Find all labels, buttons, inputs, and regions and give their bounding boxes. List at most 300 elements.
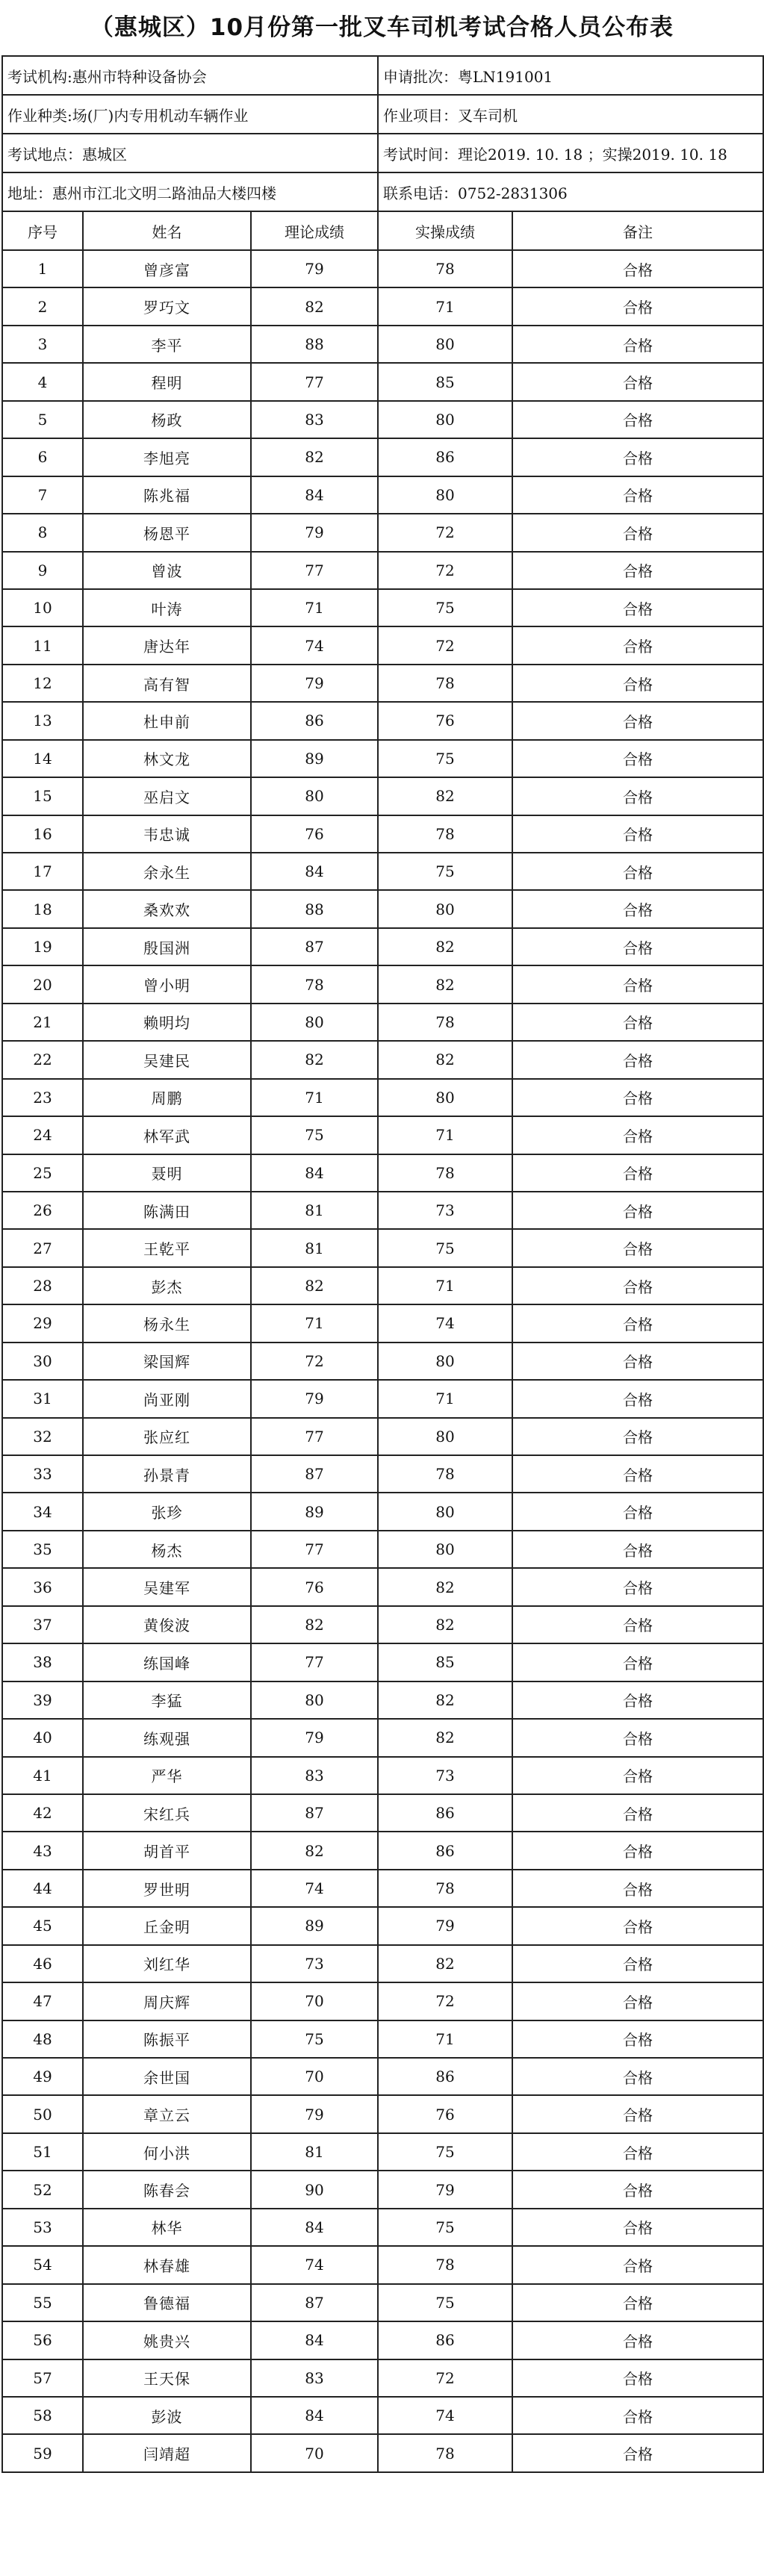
practical-score-cell: 86 [378,2058,512,2095]
theory-score-cell: 89 [251,740,378,777]
row-number-cell: 18 [2,890,83,927]
table-row [2,777,763,815]
practical-score-cell: 82 [378,965,512,1003]
row-number-cell: 13 [2,702,83,739]
theory-score-cell: 84 [251,1154,378,1192]
name-cell: 桑欢欢 [83,890,251,927]
theory-score-cell: 80 [251,1004,378,1041]
table-row [2,1606,763,1643]
row-number-cell: 40 [2,1719,83,1756]
row-number-cell: 49 [2,2058,83,2095]
practical-score-cell: 71 [378,2020,512,2058]
name-cell: 杨政 [83,401,251,438]
practical-score-cell: 80 [378,1418,512,1455]
practical-score-cell: 78 [378,815,512,853]
name-cell: 张珍 [83,1493,251,1530]
name-cell: 彭波 [83,2397,251,2434]
row-number-cell: 25 [2,1154,83,1192]
practical-score-cell: 82 [378,777,512,815]
practical-score-cell: 82 [378,1945,512,1982]
practical-score-cell: 80 [378,1493,512,1530]
remark-cell: 合格 [512,1229,763,1266]
remark-cell: 合格 [512,1982,763,2020]
name-cell: 姚贵兴 [83,2321,251,2359]
remark-cell: 合格 [512,1531,763,1568]
practical-score-cell: 78 [378,2246,512,2283]
table-row [2,1116,763,1154]
row-number-cell: 11 [2,626,83,664]
info-row-category [2,95,763,134]
row-number-cell: 3 [2,326,83,363]
remark-cell: 合格 [512,514,763,551]
name-cell: 刘红华 [83,1945,251,1982]
remark-cell: 合格 [512,1004,763,1041]
remark-cell: 合格 [512,1041,763,1078]
practical-score-cell: 80 [378,1531,512,1568]
table-row [2,740,763,777]
row-number-cell: 35 [2,1531,83,1568]
theory-score-cell: 80 [251,1681,378,1719]
table-row [2,1719,763,1756]
practical-score-cell: 78 [378,1455,512,1493]
theory-score-cell: 77 [251,1418,378,1455]
column-header: 备注 [512,211,763,250]
name-cell: 余永生 [83,853,251,890]
practical-score-cell: 75 [378,2133,512,2171]
table-row [2,363,763,400]
theory-score-cell: 72 [251,1343,378,1380]
theory-score-cell: 77 [251,363,378,400]
name-cell: 曾彦富 [83,250,251,287]
row-number-cell: 37 [2,1606,83,1643]
name-cell: 胡首平 [83,1832,251,1869]
practical-score-cell: 78 [378,250,512,287]
info-row-org [2,56,763,95]
table-row [2,1004,763,1041]
table-row [2,2020,763,2058]
remark-cell: 合格 [512,1493,763,1530]
row-number-cell: 50 [2,2095,83,2132]
remark-cell: 合格 [512,287,763,325]
remark-cell: 合格 [512,1832,763,1869]
row-number-cell: 5 [2,401,83,438]
name-cell: 林军武 [83,1116,251,1154]
name-cell: 鲁德福 [83,2284,251,2321]
location-cell: 考试地点：惠城区 [2,134,378,172]
remark-cell: 合格 [512,626,763,664]
name-cell: 李平 [83,326,251,363]
practical-score-cell: 73 [378,1192,512,1229]
address-cell: 地址：惠州市江北文明二路油品大楼四楼 [2,172,378,211]
remark-cell: 合格 [512,1343,763,1380]
remark-cell: 合格 [512,476,763,514]
remark-cell: 合格 [512,1568,763,1605]
name-cell: 曾小明 [83,965,251,1003]
theory-score-cell: 70 [251,2058,378,2095]
name-cell: 梁国辉 [83,1343,251,1380]
practical-score-cell: 75 [378,853,512,890]
theory-score-cell: 76 [251,1568,378,1605]
practical-score-cell: 74 [378,1304,512,1342]
column-header: 序号 [2,211,83,250]
theory-score-cell: 87 [251,2284,378,2321]
practical-score-cell: 71 [378,1380,512,1417]
name-cell: 练观强 [83,1719,251,1756]
theory-score-cell: 83 [251,401,378,438]
table-row [2,1041,763,1078]
remark-cell: 合格 [512,1794,763,1832]
theory-score-cell: 83 [251,1757,378,1794]
remark-cell: 合格 [512,2171,763,2208]
practical-score-cell: 76 [378,2095,512,2132]
row-number-cell: 8 [2,514,83,551]
practical-score-cell: 74 [378,2397,512,2434]
practical-score-cell: 86 [378,2321,512,2359]
table-row [2,2397,763,2434]
row-number-cell: 36 [2,1568,83,1605]
remark-cell: 合格 [512,1380,763,1417]
table-row [2,287,763,325]
table-row [2,702,763,739]
practical-score-cell: 72 [378,514,512,551]
practical-score-cell: 71 [378,1116,512,1154]
name-cell: 李旭亮 [83,438,251,476]
practical-score-cell: 82 [378,1681,512,1719]
table-row [2,1757,763,1794]
theory-score-cell: 79 [251,665,378,702]
remark-cell: 合格 [512,1757,763,1794]
theory-score-cell: 71 [251,1304,378,1342]
remark-cell: 合格 [512,1945,763,1982]
row-number-cell: 54 [2,2246,83,2283]
row-number-cell: 12 [2,665,83,702]
name-cell: 杨恩平 [83,514,251,551]
theory-score-cell: 87 [251,928,378,965]
remark-cell: 合格 [512,1681,763,1719]
name-cell: 章立云 [83,2095,251,2132]
theory-score-cell: 75 [251,2020,378,2058]
remark-cell: 合格 [512,2321,763,2359]
remark-cell: 合格 [512,890,763,927]
name-cell: 王天保 [83,2359,251,2397]
table-row [2,853,763,890]
row-number-cell: 10 [2,589,83,626]
practical-score-cell: 86 [378,1794,512,1832]
practical-score-cell: 72 [378,552,512,589]
name-cell: 余世国 [83,2058,251,2095]
practical-score-cell: 73 [378,1757,512,1794]
table-row [2,1343,763,1380]
row-number-cell: 21 [2,1004,83,1041]
row-number-cell: 24 [2,1116,83,1154]
practical-score-cell: 78 [378,2434,512,2471]
table-row [2,1493,763,1530]
practical-score-cell: 86 [378,438,512,476]
row-number-cell: 57 [2,2359,83,2397]
row-number-cell: 14 [2,740,83,777]
name-cell: 陈春会 [83,2171,251,2208]
name-cell: 周庆辉 [83,1982,251,2020]
row-number-cell: 45 [2,1907,83,1944]
name-cell: 王乾平 [83,1229,251,1266]
row-number-cell: 28 [2,1267,83,1304]
name-cell: 杜申前 [83,702,251,739]
theory-score-cell: 77 [251,1643,378,1681]
row-number-cell: 43 [2,1832,83,1869]
name-cell: 罗巧文 [83,287,251,325]
theory-score-cell: 90 [251,2171,378,2208]
remark-cell: 合格 [512,589,763,626]
table-row [2,2246,763,2283]
theory-score-cell: 89 [251,1493,378,1530]
theory-score-cell: 81 [251,1229,378,1266]
name-cell: 聂明 [83,1154,251,1192]
table-row [2,514,763,551]
name-cell: 练国峰 [83,1643,251,1681]
name-cell: 罗世明 [83,1870,251,1907]
practical-score-cell: 71 [378,287,512,325]
name-cell: 高有智 [83,665,251,702]
theory-score-cell: 86 [251,702,378,739]
batch-cell: 申请批次：粤LN191001 [378,56,763,95]
theory-score-cell: 79 [251,250,378,287]
theory-score-cell: 73 [251,1945,378,1982]
table-row [2,1832,763,1869]
practical-score-cell: 72 [378,1982,512,2020]
practical-score-cell: 75 [378,2284,512,2321]
row-number-cell: 32 [2,1418,83,1455]
remark-cell: 合格 [512,777,763,815]
remark-cell: 合格 [512,2434,763,2471]
practical-score-cell: 80 [378,401,512,438]
name-cell: 周鹏 [83,1079,251,1116]
table-row [2,928,763,965]
practical-score-cell: 82 [378,928,512,965]
table-row [2,1794,763,1832]
row-number-cell: 55 [2,2284,83,2321]
name-cell: 宋红兵 [83,1794,251,1832]
row-number-cell: 41 [2,1757,83,1794]
name-cell: 吴建民 [83,1041,251,1078]
row-number-cell: 56 [2,2321,83,2359]
name-cell: 丘金明 [83,1907,251,1944]
theory-score-cell: 82 [251,1267,378,1304]
theory-score-cell: 82 [251,438,378,476]
theory-score-cell: 83 [251,2359,378,2397]
name-cell: 陈兆福 [83,476,251,514]
row-number-cell: 20 [2,965,83,1003]
table-row [2,965,763,1003]
row-number-cell: 1 [2,250,83,287]
remark-cell: 合格 [512,740,763,777]
theory-score-cell: 88 [251,890,378,927]
practical-score-cell: 79 [378,1907,512,1944]
table-row [2,250,763,287]
remark-cell: 合格 [512,2020,763,2058]
table-row [2,665,763,702]
theory-score-cell: 79 [251,514,378,551]
practical-score-cell: 78 [378,665,512,702]
row-number-cell: 9 [2,552,83,589]
table-row [2,438,763,476]
row-number-cell: 42 [2,1794,83,1832]
theory-score-cell: 81 [251,1192,378,1229]
table-row [2,1643,763,1681]
table-row [2,2321,763,2359]
theory-score-cell: 77 [251,552,378,589]
table-row [2,1267,763,1304]
practical-score-cell: 82 [378,1041,512,1078]
practical-score-cell: 82 [378,1568,512,1605]
table-row [2,1945,763,1982]
theory-score-cell: 75 [251,1116,378,1154]
practical-score-cell: 80 [378,326,512,363]
table-row [2,1154,763,1192]
practical-score-cell: 79 [378,2171,512,2208]
row-number-cell: 15 [2,777,83,815]
table-row [2,476,763,514]
theory-score-cell: 87 [251,1455,378,1493]
table-row [2,1531,763,1568]
theory-score-cell: 82 [251,1832,378,1869]
remark-cell: 合格 [512,438,763,476]
name-cell: 林文龙 [83,740,251,777]
table-row [2,589,763,626]
table-row [2,552,763,589]
remark-cell: 合格 [512,1116,763,1154]
remark-cell: 合格 [512,853,763,890]
name-cell: 闫靖超 [83,2434,251,2471]
info-row-location [2,134,763,172]
page-title: （惠城区）10月份第一批叉车司机考试合格人员公布表 [90,14,674,41]
exam-org-cell: 考试机构:惠州市特种设备协会 [2,56,378,95]
name-cell: 杨永生 [83,1304,251,1342]
practical-score-cell: 78 [378,1870,512,1907]
theory-score-cell: 80 [251,777,378,815]
name-cell: 尚亚刚 [83,1380,251,1417]
name-cell: 陈满田 [83,1192,251,1229]
table-row [2,2058,763,2095]
row-number-cell: 17 [2,853,83,890]
theory-score-cell: 84 [251,2321,378,2359]
table-row [2,2284,763,2321]
row-number-cell: 22 [2,1041,83,1078]
name-cell: 陈振平 [83,2020,251,2058]
name-cell: 程明 [83,363,251,400]
remark-cell: 合格 [512,965,763,1003]
name-cell: 唐达年 [83,626,251,664]
practical-score-cell: 80 [378,1343,512,1380]
remark-cell: 合格 [512,2284,763,2321]
practical-score-cell: 72 [378,2359,512,2397]
remark-cell: 合格 [512,1870,763,1907]
theory-score-cell: 74 [251,2246,378,2283]
remark-cell: 合格 [512,363,763,400]
row-number-cell: 39 [2,1681,83,1719]
column-header: 姓名 [83,211,251,250]
row-number-cell: 29 [2,1304,83,1342]
table-row [2,1681,763,1719]
remark-cell: 合格 [512,1643,763,1681]
row-number-cell: 53 [2,2209,83,2246]
practical-score-cell: 71 [378,1267,512,1304]
table-row [2,326,763,363]
name-cell: 严华 [83,1757,251,1794]
table-row [2,1568,763,1605]
name-cell: 吴建军 [83,1568,251,1605]
remark-cell: 合格 [512,1192,763,1229]
remark-cell: 合格 [512,1079,763,1116]
theory-score-cell: 84 [251,476,378,514]
remark-cell: 合格 [512,1719,763,1756]
theory-score-cell: 82 [251,287,378,325]
row-number-cell: 2 [2,287,83,325]
theory-score-cell: 82 [251,1041,378,1078]
theory-score-cell: 76 [251,815,378,853]
name-cell: 叶涛 [83,589,251,626]
table-row [2,2095,763,2132]
name-cell: 林华 [83,2209,251,2246]
table-row [2,626,763,664]
row-number-cell: 4 [2,363,83,400]
theory-score-cell: 71 [251,589,378,626]
remark-cell: 合格 [512,2058,763,2095]
category-cell: 作业种类:场(厂)内专用机动车辆作业 [2,95,378,134]
remark-cell: 合格 [512,2133,763,2171]
row-number-cell: 16 [2,815,83,853]
remark-cell: 合格 [512,1154,763,1192]
table-row [2,1304,763,1342]
row-number-cell: 38 [2,1643,83,1681]
practical-score-cell: 75 [378,740,512,777]
row-number-cell: 23 [2,1079,83,1116]
remark-cell: 合格 [512,1304,763,1342]
theory-score-cell: 84 [251,2397,378,2434]
theory-score-cell: 79 [251,1719,378,1756]
remark-cell: 合格 [512,1267,763,1304]
theory-score-cell: 78 [251,965,378,1003]
row-number-cell: 19 [2,928,83,965]
column-header: 实操成绩 [378,211,512,250]
table-row [2,1870,763,1907]
practical-score-cell: 75 [378,2209,512,2246]
theory-score-cell: 84 [251,853,378,890]
results-table-body [2,56,763,2472]
row-number-cell: 47 [2,1982,83,2020]
name-cell: 曾波 [83,552,251,589]
row-number-cell: 31 [2,1380,83,1417]
table-row [2,1079,763,1116]
theory-score-cell: 70 [251,1982,378,2020]
remark-cell: 合格 [512,2359,763,2397]
practical-score-cell: 78 [378,1004,512,1041]
row-number-cell: 7 [2,476,83,514]
theory-score-cell: 82 [251,1606,378,1643]
project-cell: 作业项目：叉车司机 [378,95,763,134]
practical-score-cell: 85 [378,1643,512,1681]
table-row [2,1907,763,1944]
name-cell: 李猛 [83,1681,251,1719]
remark-cell: 合格 [512,2095,763,2132]
practical-score-cell: 82 [378,1719,512,1756]
row-number-cell: 6 [2,438,83,476]
name-cell: 韦忠诚 [83,815,251,853]
practical-score-cell: 80 [378,1079,512,1116]
column-header: 理论成绩 [251,211,378,250]
row-number-cell: 30 [2,1343,83,1380]
remark-cell: 合格 [512,928,763,965]
name-cell: 何小洪 [83,2133,251,2171]
